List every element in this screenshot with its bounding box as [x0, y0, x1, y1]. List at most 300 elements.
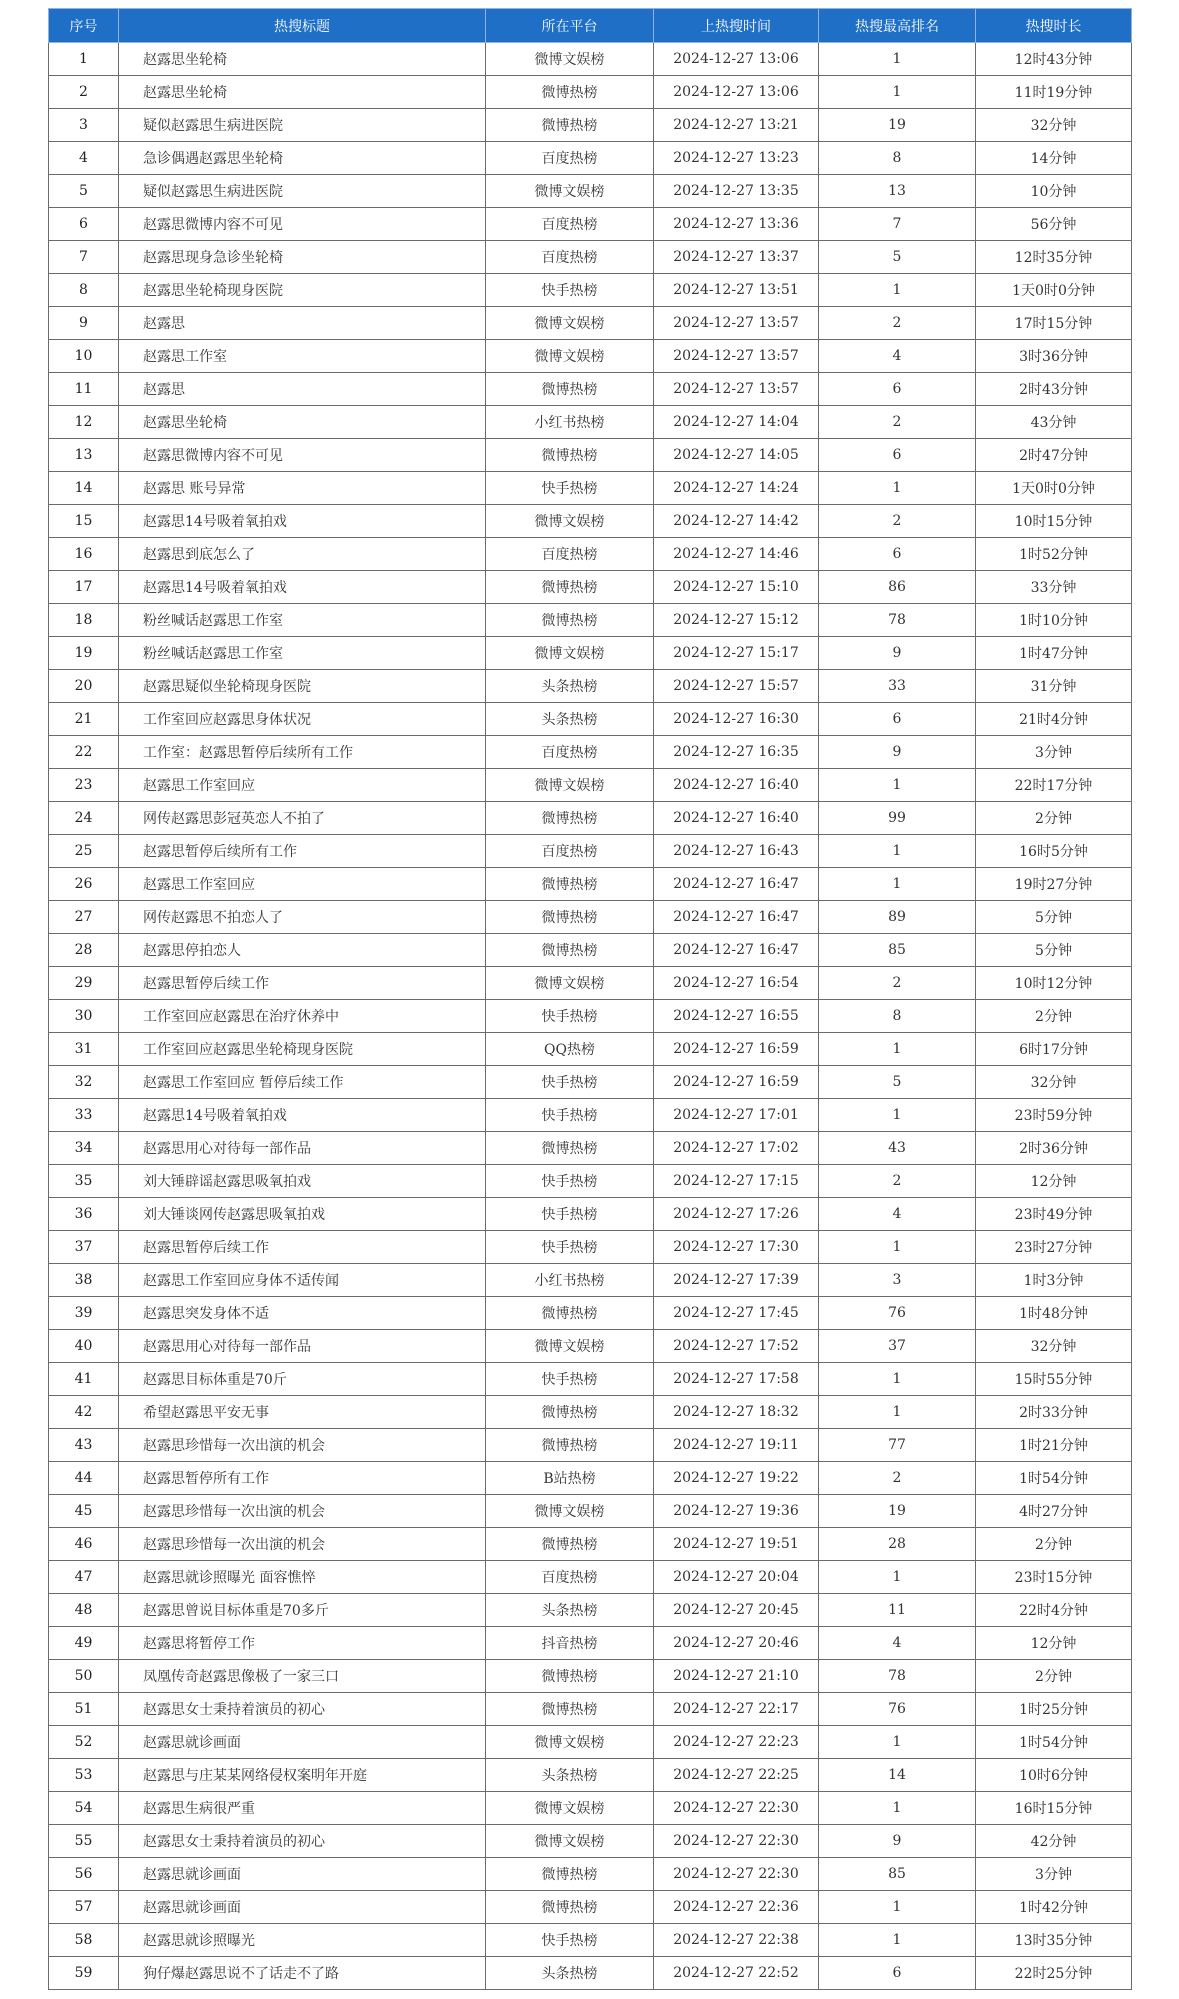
cell-duration: 4时27分钟	[976, 1495, 1132, 1528]
cell-time: 2024-12-27 15:17	[654, 637, 819, 670]
table-row	[49, 1429, 1132, 1462]
cell-platform: 微博文娱榜	[486, 1726, 654, 1759]
cell-duration: 17时15分钟	[976, 307, 1132, 340]
cell-index: 23	[49, 769, 119, 802]
cell-index: 43	[49, 1429, 119, 1462]
cell-duration: 14分钟	[976, 142, 1132, 175]
table-row	[49, 769, 1132, 802]
cell-platform: 微博热榜	[486, 1528, 654, 1561]
cell-title: 赵露思女士秉持着演员的初心	[119, 1693, 486, 1726]
cell-duration: 16时15分钟	[976, 1792, 1132, 1825]
cell-title: 赵露思14号吸着氧拍戏	[119, 571, 486, 604]
cell-index: 13	[49, 439, 119, 472]
cell-time: 2024-12-27 15:12	[654, 604, 819, 637]
table-row	[49, 1891, 1132, 1924]
cell-time: 2024-12-27 17:52	[654, 1330, 819, 1363]
cell-title: 赵露思将暂停工作	[119, 1627, 486, 1660]
cell-duration: 12时35分钟	[976, 241, 1132, 274]
cell-index: 39	[49, 1297, 119, 1330]
cell-index: 28	[49, 934, 119, 967]
cell-duration: 10时15分钟	[976, 505, 1132, 538]
cell-rank: 37	[819, 1330, 976, 1363]
cell-index: 5	[49, 175, 119, 208]
table-row	[49, 571, 1132, 604]
table-row	[49, 373, 1132, 406]
cell-title: 赵露思用心对待每一部作品	[119, 1330, 486, 1363]
cell-index: 7	[49, 241, 119, 274]
cell-time: 2024-12-27 16:40	[654, 769, 819, 802]
cell-rank: 7	[819, 208, 976, 241]
cell-rank: 5	[819, 1066, 976, 1099]
cell-platform: 百度热榜	[486, 208, 654, 241]
cell-time: 2024-12-27 16:59	[654, 1066, 819, 1099]
cell-platform: 微博文娱榜	[486, 967, 654, 1000]
table-row	[49, 835, 1132, 868]
cell-title: 赵露思珍惜每一次出演的机会	[119, 1528, 486, 1561]
cell-platform: 微博热榜	[486, 1693, 654, 1726]
cell-title: 赵露思	[119, 307, 486, 340]
cell-rank: 85	[819, 1858, 976, 1891]
cell-time: 2024-12-27 16:54	[654, 967, 819, 1000]
cell-platform: 头条热榜	[486, 670, 654, 703]
header-rank: 热搜最高排名	[819, 9, 976, 43]
cell-rank: 1	[819, 76, 976, 109]
cell-platform: 快手热榜	[486, 1165, 654, 1198]
cell-index: 25	[49, 835, 119, 868]
cell-duration: 12分钟	[976, 1165, 1132, 1198]
cell-duration: 13时35分钟	[976, 1924, 1132, 1957]
cell-platform: 微博热榜	[486, 901, 654, 934]
cell-title: 凤凰传奇赵露思像极了一家三口	[119, 1660, 486, 1693]
cell-title: 赵露思	[119, 373, 486, 406]
cell-duration: 6时17分钟	[976, 1033, 1132, 1066]
cell-platform: 微博热榜	[486, 802, 654, 835]
cell-index: 32	[49, 1066, 119, 1099]
cell-time: 2024-12-27 20:46	[654, 1627, 819, 1660]
cell-rank: 89	[819, 901, 976, 934]
table-row	[49, 1726, 1132, 1759]
cell-time: 2024-12-27 17:01	[654, 1099, 819, 1132]
cell-time: 2024-12-27 20:04	[654, 1561, 819, 1594]
cell-platform: 快手热榜	[486, 1198, 654, 1231]
cell-duration: 31分钟	[976, 670, 1132, 703]
cell-duration: 1时25分钟	[976, 1693, 1132, 1726]
cell-index: 46	[49, 1528, 119, 1561]
cell-title: 赵露思珍惜每一次出演的机会	[119, 1429, 486, 1462]
cell-index: 15	[49, 505, 119, 538]
cell-time: 2024-12-27 13:21	[654, 109, 819, 142]
cell-title: 赵露思现身急诊坐轮椅	[119, 241, 486, 274]
cell-platform: 微博热榜	[486, 1429, 654, 1462]
cell-index: 36	[49, 1198, 119, 1231]
cell-time: 2024-12-27 22:17	[654, 1693, 819, 1726]
table-row	[49, 538, 1132, 571]
cell-index: 8	[49, 274, 119, 307]
cell-duration: 22时25分钟	[976, 1957, 1132, 1990]
cell-duration: 1时47分钟	[976, 637, 1132, 670]
cell-title: 赵露思暂停所有工作	[119, 1462, 486, 1495]
table-row	[49, 1396, 1132, 1429]
cell-platform: 微博热榜	[486, 1858, 654, 1891]
cell-time: 2024-12-27 16:43	[654, 835, 819, 868]
cell-duration: 16时5分钟	[976, 835, 1132, 868]
cell-time: 2024-12-27 19:36	[654, 1495, 819, 1528]
cell-time: 2024-12-27 17:39	[654, 1264, 819, 1297]
cell-duration: 15时55分钟	[976, 1363, 1132, 1396]
cell-time: 2024-12-27 15:57	[654, 670, 819, 703]
cell-title: 刘大锤辟谣赵露思吸氧拍戏	[119, 1165, 486, 1198]
table-row	[49, 1231, 1132, 1264]
cell-rank: 1	[819, 472, 976, 505]
table-row	[49, 703, 1132, 736]
cell-duration: 19时27分钟	[976, 868, 1132, 901]
cell-duration: 5分钟	[976, 934, 1132, 967]
cell-duration: 10时6分钟	[976, 1759, 1132, 1792]
cell-rank: 3	[819, 1264, 976, 1297]
cell-rank: 1	[819, 1099, 976, 1132]
cell-time: 2024-12-27 15:10	[654, 571, 819, 604]
cell-time: 2024-12-27 13:57	[654, 373, 819, 406]
cell-title: 赵露思坐轮椅现身医院	[119, 274, 486, 307]
table-row	[49, 406, 1132, 439]
table-row	[49, 1099, 1132, 1132]
table-row	[49, 1132, 1132, 1165]
table-row	[49, 1957, 1132, 1990]
cell-duration: 23时27分钟	[976, 1231, 1132, 1264]
table-row	[49, 1462, 1132, 1495]
cell-time: 2024-12-27 19:11	[654, 1429, 819, 1462]
cell-index: 38	[49, 1264, 119, 1297]
table-row	[49, 1660, 1132, 1693]
table-row	[49, 1594, 1132, 1627]
table-body	[49, 43, 1132, 1990]
cell-title: 赵露思珍惜每一次出演的机会	[119, 1495, 486, 1528]
cell-title: 工作室：赵露思暂停后续所有工作	[119, 736, 486, 769]
cell-index: 21	[49, 703, 119, 736]
cell-duration: 1天0时0分钟	[976, 472, 1132, 505]
cell-index: 10	[49, 340, 119, 373]
cell-platform: 快手热榜	[486, 1099, 654, 1132]
hot-search-table	[48, 8, 1132, 1990]
cell-duration: 3时36分钟	[976, 340, 1132, 373]
cell-time: 2024-12-27 13:36	[654, 208, 819, 241]
cell-rank: 1	[819, 1561, 976, 1594]
cell-title: 赵露思暂停后续工作	[119, 1231, 486, 1264]
table-row	[49, 802, 1132, 835]
cell-rank: 1	[819, 43, 976, 76]
cell-title: 赵露思用心对待每一部作品	[119, 1132, 486, 1165]
cell-time: 2024-12-27 17:26	[654, 1198, 819, 1231]
cell-rank: 1	[819, 1033, 976, 1066]
cell-platform: 百度热榜	[486, 241, 654, 274]
cell-duration: 3分钟	[976, 1858, 1132, 1891]
cell-rank: 2	[819, 1462, 976, 1495]
cell-time: 2024-12-27 16:55	[654, 1000, 819, 1033]
cell-platform: 微博热榜	[486, 868, 654, 901]
cell-index: 37	[49, 1231, 119, 1264]
cell-rank: 5	[819, 241, 976, 274]
cell-index: 2	[49, 76, 119, 109]
cell-duration: 21时4分钟	[976, 703, 1132, 736]
cell-time: 2024-12-27 22:30	[654, 1825, 819, 1858]
table-row	[49, 43, 1132, 76]
cell-duration: 1时10分钟	[976, 604, 1132, 637]
cell-time: 2024-12-27 21:10	[654, 1660, 819, 1693]
table-row	[49, 1759, 1132, 1792]
cell-title: 赵露思到底怎么了	[119, 538, 486, 571]
cell-rank: 19	[819, 1495, 976, 1528]
cell-duration: 1时54分钟	[976, 1726, 1132, 1759]
cell-duration: 23时15分钟	[976, 1561, 1132, 1594]
cell-title: 疑似赵露思生病进医院	[119, 175, 486, 208]
cell-duration: 32分钟	[976, 1330, 1132, 1363]
cell-time: 2024-12-27 14:46	[654, 538, 819, 571]
table-row	[49, 1165, 1132, 1198]
cell-index: 40	[49, 1330, 119, 1363]
cell-platform: 头条热榜	[486, 1759, 654, 1792]
cell-time: 2024-12-27 17:30	[654, 1231, 819, 1264]
cell-title: 狗仔爆赵露思说不了话走不了路	[119, 1957, 486, 1990]
cell-platform: 百度热榜	[486, 142, 654, 175]
cell-time: 2024-12-27 22:25	[654, 1759, 819, 1792]
cell-platform: 百度热榜	[486, 538, 654, 571]
header-index: 序号	[49, 9, 119, 43]
cell-title: 赵露思微博内容不可见	[119, 439, 486, 472]
cell-rank: 28	[819, 1528, 976, 1561]
cell-title: 急诊偶遇赵露思坐轮椅	[119, 142, 486, 175]
table-row	[49, 505, 1132, 538]
cell-rank: 77	[819, 1429, 976, 1462]
cell-rank: 78	[819, 604, 976, 637]
cell-duration: 2时33分钟	[976, 1396, 1132, 1429]
table-row	[49, 1495, 1132, 1528]
table-row	[49, 175, 1132, 208]
cell-index: 47	[49, 1561, 119, 1594]
cell-platform: 微博文娱榜	[486, 307, 654, 340]
cell-time: 2024-12-27 14:24	[654, 472, 819, 505]
cell-index: 6	[49, 208, 119, 241]
cell-title: 赵露思坐轮椅	[119, 406, 486, 439]
cell-time: 2024-12-27 14:04	[654, 406, 819, 439]
cell-title: 赵露思14号吸着氧拍戏	[119, 1099, 486, 1132]
table-row	[49, 472, 1132, 505]
cell-platform: 快手热榜	[486, 1066, 654, 1099]
cell-title: 赵露思工作室回应身体不适传闻	[119, 1264, 486, 1297]
cell-platform: B站热榜	[486, 1462, 654, 1495]
cell-platform: 小红书热榜	[486, 1264, 654, 1297]
cell-time: 2024-12-27 16:47	[654, 868, 819, 901]
cell-duration: 2分钟	[976, 1000, 1132, 1033]
cell-index: 35	[49, 1165, 119, 1198]
cell-rank: 6	[819, 703, 976, 736]
cell-duration: 10分钟	[976, 175, 1132, 208]
cell-platform: 微博文娱榜	[486, 1792, 654, 1825]
cell-index: 53	[49, 1759, 119, 1792]
cell-rank: 9	[819, 1825, 976, 1858]
cell-index: 1	[49, 43, 119, 76]
cell-rank: 85	[819, 934, 976, 967]
cell-platform: 快手热榜	[486, 472, 654, 505]
table-row	[49, 1264, 1132, 1297]
cell-rank: 1	[819, 1396, 976, 1429]
cell-rank: 4	[819, 340, 976, 373]
cell-time: 2024-12-27 22:23	[654, 1726, 819, 1759]
cell-time: 2024-12-27 22:30	[654, 1858, 819, 1891]
cell-rank: 76	[819, 1693, 976, 1726]
cell-title: 粉丝喊话赵露思工作室	[119, 604, 486, 637]
table-row	[49, 142, 1132, 175]
cell-index: 51	[49, 1693, 119, 1726]
cell-platform: 微博文娱榜	[486, 340, 654, 373]
cell-rank: 1	[819, 1891, 976, 1924]
cell-platform: 快手热榜	[486, 274, 654, 307]
cell-title: 网传赵露思不拍恋人了	[119, 901, 486, 934]
table-row	[49, 208, 1132, 241]
cell-title: 赵露思 账号异常	[119, 472, 486, 505]
cell-index: 12	[49, 406, 119, 439]
table-row	[49, 1297, 1132, 1330]
cell-time: 2024-12-27 17:02	[654, 1132, 819, 1165]
cell-title: 赵露思与庄某某网络侵权案明年开庭	[119, 1759, 486, 1792]
cell-duration: 5分钟	[976, 901, 1132, 934]
cell-index: 45	[49, 1495, 119, 1528]
table-row	[49, 1792, 1132, 1825]
cell-platform: 微博文娱榜	[486, 637, 654, 670]
table-row	[49, 637, 1132, 670]
cell-platform: 微博热榜	[486, 1891, 654, 1924]
cell-title: 工作室回应赵露思在治疗休养中	[119, 1000, 486, 1033]
table-row	[49, 76, 1132, 109]
cell-platform: 抖音热榜	[486, 1627, 654, 1660]
cell-title: 赵露思曾说目标体重是70多斤	[119, 1594, 486, 1627]
cell-title: 赵露思微博内容不可见	[119, 208, 486, 241]
table-row	[49, 1627, 1132, 1660]
cell-rank: 1	[819, 769, 976, 802]
cell-index: 55	[49, 1825, 119, 1858]
cell-time: 2024-12-27 19:51	[654, 1528, 819, 1561]
table-row	[49, 274, 1132, 307]
cell-platform: 微博文娱榜	[486, 1330, 654, 1363]
cell-title: 赵露思突发身体不适	[119, 1297, 486, 1330]
cell-time: 2024-12-27 16:59	[654, 1033, 819, 1066]
cell-rank: 1	[819, 1726, 976, 1759]
cell-duration: 1时3分钟	[976, 1264, 1132, 1297]
cell-index: 19	[49, 637, 119, 670]
cell-title: 赵露思工作室	[119, 340, 486, 373]
cell-duration: 3分钟	[976, 736, 1132, 769]
cell-platform: 微博热榜	[486, 571, 654, 604]
cell-rank: 9	[819, 736, 976, 769]
cell-time: 2024-12-27 13:35	[654, 175, 819, 208]
cell-duration: 2时43分钟	[976, 373, 1132, 406]
table-row	[49, 340, 1132, 373]
cell-time: 2024-12-27 14:42	[654, 505, 819, 538]
cell-rank: 6	[819, 439, 976, 472]
table-row	[49, 604, 1132, 637]
cell-index: 42	[49, 1396, 119, 1429]
table-row	[49, 868, 1132, 901]
cell-platform: 微博文娱榜	[486, 1825, 654, 1858]
cell-title: 希望赵露思平安无事	[119, 1396, 486, 1429]
cell-time: 2024-12-27 13:23	[654, 142, 819, 175]
cell-rank: 99	[819, 802, 976, 835]
cell-platform: 微博热榜	[486, 373, 654, 406]
cell-index: 57	[49, 1891, 119, 1924]
cell-index: 9	[49, 307, 119, 340]
cell-duration: 23时59分钟	[976, 1099, 1132, 1132]
cell-index: 14	[49, 472, 119, 505]
cell-duration: 1时48分钟	[976, 1297, 1132, 1330]
cell-time: 2024-12-27 17:15	[654, 1165, 819, 1198]
cell-time: 2024-12-27 13:51	[654, 274, 819, 307]
table-row	[49, 109, 1132, 142]
cell-title: 赵露思女士秉持着演员的初心	[119, 1825, 486, 1858]
cell-index: 33	[49, 1099, 119, 1132]
cell-rank: 2	[819, 1165, 976, 1198]
cell-platform: 快手热榜	[486, 1363, 654, 1396]
table-row	[49, 670, 1132, 703]
cell-platform: 微博热榜	[486, 934, 654, 967]
cell-platform: 微博文娱榜	[486, 505, 654, 538]
cell-platform: 微博热榜	[486, 1132, 654, 1165]
cell-index: 18	[49, 604, 119, 637]
cell-rank: 1	[819, 1363, 976, 1396]
cell-index: 16	[49, 538, 119, 571]
cell-index: 44	[49, 1462, 119, 1495]
cell-rank: 2	[819, 967, 976, 1000]
cell-index: 58	[49, 1924, 119, 1957]
cell-duration: 32分钟	[976, 1066, 1132, 1099]
cell-index: 26	[49, 868, 119, 901]
cell-index: 56	[49, 1858, 119, 1891]
cell-platform: 微博热榜	[486, 1396, 654, 1429]
table-row	[49, 307, 1132, 340]
cell-title: 赵露思就诊照曝光 面容憔悴	[119, 1561, 486, 1594]
cell-time: 2024-12-27 13:37	[654, 241, 819, 274]
cell-platform: 头条热榜	[486, 1594, 654, 1627]
cell-platform: 头条热榜	[486, 1957, 654, 1990]
cell-rank: 6	[819, 538, 976, 571]
cell-rank: 14	[819, 1759, 976, 1792]
cell-title: 赵露思坐轮椅	[119, 76, 486, 109]
cell-duration: 42分钟	[976, 1825, 1132, 1858]
cell-index: 22	[49, 736, 119, 769]
cell-duration: 1天0时0分钟	[976, 274, 1132, 307]
cell-title: 赵露思就诊画面	[119, 1726, 486, 1759]
cell-duration: 12时43分钟	[976, 43, 1132, 76]
cell-platform: 微博热榜	[486, 439, 654, 472]
cell-rank: 13	[819, 175, 976, 208]
cell-title: 赵露思生病很严重	[119, 1792, 486, 1825]
table-row	[49, 1363, 1132, 1396]
cell-rank: 9	[819, 637, 976, 670]
cell-index: 52	[49, 1726, 119, 1759]
table-row	[49, 1924, 1132, 1957]
table-row	[49, 1033, 1132, 1066]
cell-rank: 2	[819, 307, 976, 340]
cell-title: 工作室回应赵露思身体状况	[119, 703, 486, 736]
cell-index: 20	[49, 670, 119, 703]
cell-rank: 1	[819, 1792, 976, 1825]
cell-platform: 微博文娱榜	[486, 43, 654, 76]
cell-time: 2024-12-27 13:06	[654, 43, 819, 76]
cell-index: 54	[49, 1792, 119, 1825]
cell-title: 赵露思目标体重是70斤	[119, 1363, 486, 1396]
cell-platform: 快手热榜	[486, 1924, 654, 1957]
table-row	[49, 901, 1132, 934]
cell-time: 2024-12-27 22:38	[654, 1924, 819, 1957]
cell-title: 赵露思暂停后续工作	[119, 967, 486, 1000]
